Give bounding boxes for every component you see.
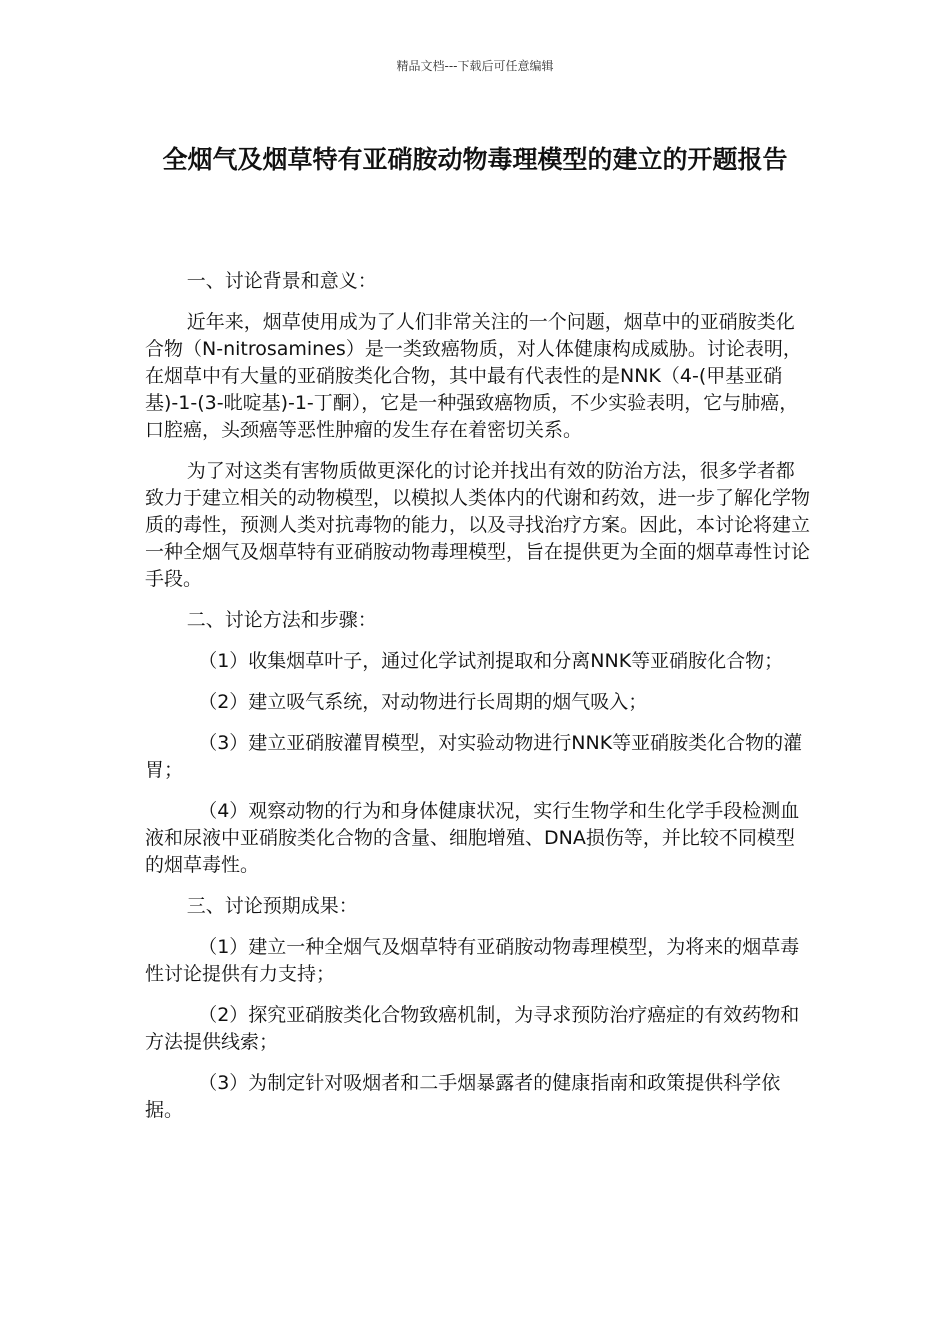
results-item-2: （2）探究亚硝胺类化合物致癌机制，为寻求预防治疗癌症的有效药物和方法提供线索； <box>145 1004 800 1053</box>
methods-item-2: （2）建立吸气系统，对动物进行长周期的烟气吸入； <box>198 691 648 713</box>
document-title: 全烟气及烟草特有亚硝胺动物毒理模型的建立的开题报告 <box>162 145 788 174</box>
results-item-3: （3）为制定针对吸烟者和二手烟暴露者的健康指南和政策提供科学依据。 <box>145 1072 781 1121</box>
paragraph-background-1: 近年来，烟草使用成为了人们非常关注的一个问题，烟草中的亚硝胺类化合物（N-nitrosamines）是一类致癌物质，对人体健康构成威胁。讨论表明，在烟草中有大量的亚硝胺类化合物，其中最有代表性的是NNK（4-(甲基亚硝基)-1-(3-吡啶基)-1-丁酮），它是一种强致癌物质，不少实验表明，它与肺癌，口腔癌，头颈癌等恶性肿瘤的发生存在着密切关系。 <box>145 311 802 441</box>
document-body <box>145 268 813 1138</box>
results-item-1: （1）建立一种全烟气及烟草特有亚硝胺动物毒理模型，为将来的烟草毒性讨论提供有力支持； <box>145 936 800 985</box>
methods-item-3: （3）建立亚硝胺灌胃模型，对实验动物进行NNK等亚硝胺类化合物的灌胃； <box>145 732 803 781</box>
section-heading-background: 一、讨论背景和意义： <box>186 270 377 292</box>
methods-item-1: （1）收集烟草叶子，通过化学试剂提取和分离NNK等亚硝胺化合物； <box>198 650 784 672</box>
section-heading-results: 三、讨论预期成果： <box>186 895 358 917</box>
paragraph-background-2: 为了对这类有害物质做更深化的讨论并找出有效的防治方法，很多学者都致力于建立相关的动物模型，以模拟人类体内的代谢和药效，进一步了解化学物质的毒性，预测人类对抗毒物的能力，以及寻找治疗方案。因此，本讨论将建立一种全烟气及烟草特有亚硝胺动物毒理模型，旨在提供更为全面的烟草毒性讨论手段。 <box>145 460 811 590</box>
header-note: 精品文档---下载后可任意编辑 <box>396 59 554 73</box>
section-heading-methods: 二、讨论方法和步骤： <box>186 609 377 631</box>
methods-item-4: （4）观察动物的行为和身体健康状况，实行生物学和生化学手段检测血液和尿液中亚硝胺类化合物的含量、细胞增殖、DNA损伤等，并比较不同模型的烟草毒性。 <box>145 800 800 876</box>
